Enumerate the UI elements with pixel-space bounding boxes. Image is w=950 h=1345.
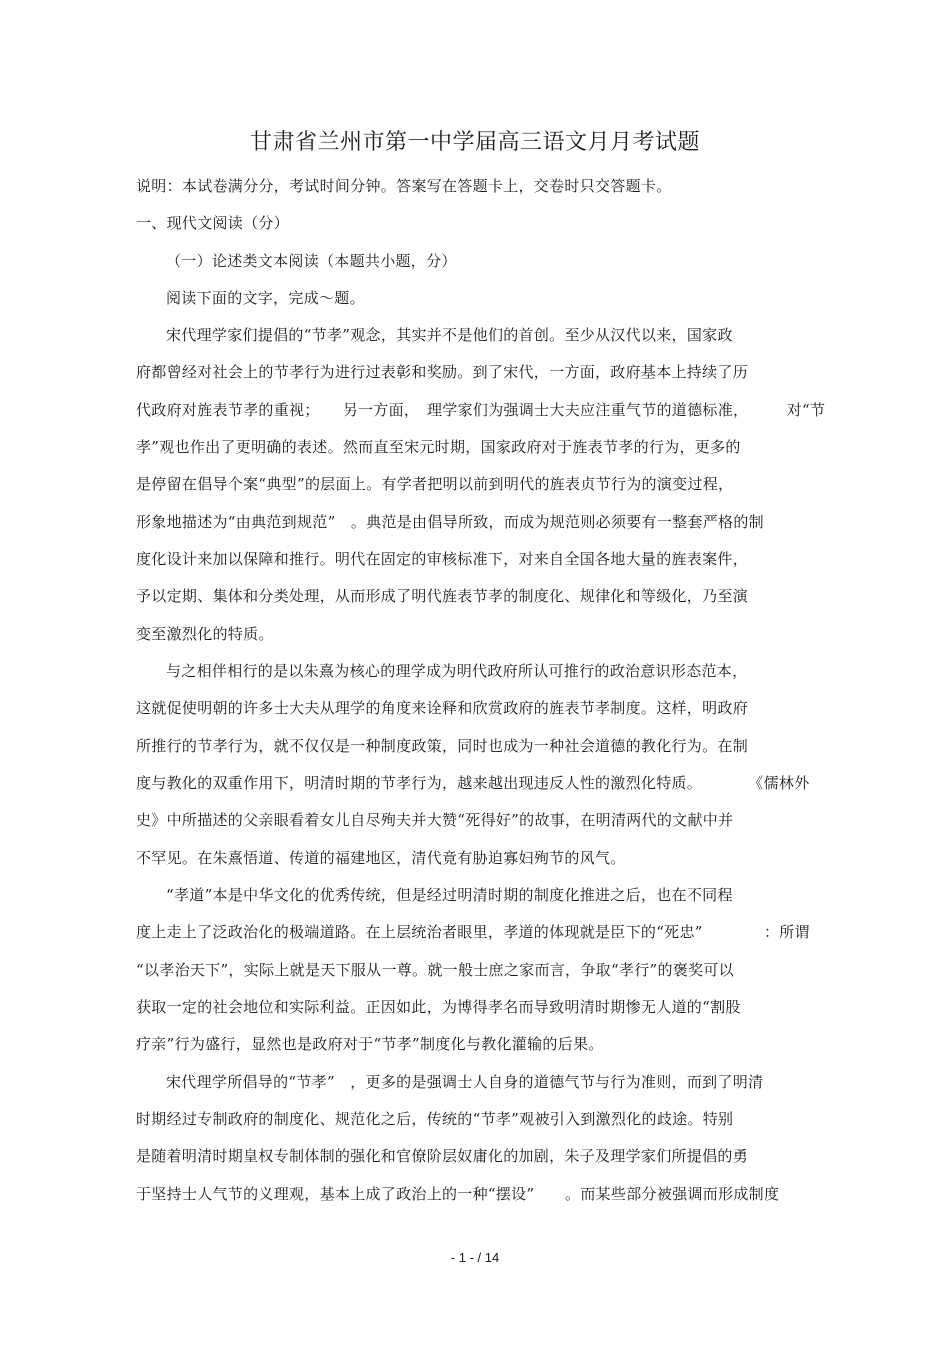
text-line: 宋代理学所倡导的“节孝” ，更多的是强调士人自身的道德气节与行为准则，而到了明清 (166, 1073, 764, 1091)
text-line: 度上走上了泛政治化的极端道路。在上层统治者眼里，孝道的体现就是臣下的“死忠” ：所谓 (136, 923, 810, 941)
exam-note: 说明：本试卷满分分，考试时间分钟。答案写在答题卡上，交卷时只交答题卡。 (136, 177, 672, 195)
text-line: 度与教化的双重作用下，明清时期的节孝行为，越来越出现违反人性的激烈化特质。 《儒林外 (136, 774, 810, 792)
text-line: 所推行的节孝行为，就不仅仅是一种制度政策，同时也成为一种社会道德的教化行为。在制 (136, 737, 749, 755)
text-line: 予以定期、集体和分类处理，从而形成了明代旌表节孝的制度化、规律化和等级化，乃至演 (136, 587, 749, 605)
text-line: 孝”观也作出了更明确的表述。然而直至宋元时期，国家政府对于旌表节孝的行为，更多的 (136, 438, 741, 456)
text-line: 宋代理学家们提倡的“节孝”观念，其实并不是他们的首创。至少从汉代以来，国家政 (166, 326, 733, 344)
text-line: 史》中所描述的父亲眼看着女儿自尽殉夫并大赞“死得好”的故事，在明清两代的文献中并 (136, 811, 734, 829)
text-line: 这就促使明朝的许多士大夫从理学的角度来诠释和欣赏政府的旌表节孝制度。这样，明政府 (136, 699, 749, 717)
text-line: 时期经过专制政府的制度化、规范化之后，传统的“节孝”观被引入到激烈化的歧途。特别 (136, 1110, 734, 1128)
text-line: 府都曾经对社会上的节孝行为进行过表彰和奖励。到了宋代，一方面，政府基本上持续了历 (136, 363, 749, 381)
text-line: 变至激烈化的特质。 (136, 625, 274, 643)
reading-instruction: 阅读下面的文字，完成～题。 (166, 289, 365, 307)
text-line: 度化设计来加以保障和推行。明代在固定的审核标准下，对来自全国各地大量的旌表案件， (136, 550, 749, 568)
text-line: 与之相伴相行的是以朱熹为核心的理学成为明代政府所认可推行的政治意识形态范本， (166, 662, 748, 680)
page-number: - 1 - / 14 (450, 1250, 500, 1265)
text-line: “孝道”本是中华文化的优秀传统，但是经过明清时期的制度化推进之后，也在不同程 (166, 886, 733, 904)
text-line: 疗亲”行为盛行，显然也是政府对于“节孝”制度化与教化灌输的后果。 (136, 1035, 604, 1053)
text-line: 代政府对旌表节孝的重视； 另一方面， 理学家们为强调士大夫应注重气节的道德标准， 对“节 (136, 401, 826, 419)
text-line: “以孝治天下”，实际上就是天下服从一尊。就一般士庶之家而言，争取“孝行”的褒奖可以 (136, 961, 734, 979)
subsection-heading: （一）论述类文本阅读（本题共小题，分） (166, 252, 457, 270)
section-heading: 一、现代文阅读（分） (136, 214, 290, 232)
text-line: 不罕见。在朱熹悟道、传道的福建地区，清代竟有胁迫寡妇殉节的风气。 (136, 849, 626, 867)
text-line: 形象地描述为“由典范到规范” 。典范是由倡导所致，而成为规范则必须要有一整套严格的制 (136, 513, 764, 531)
text-line: 获取一定的社会地位和实际利益。正因如此，为博得孝名而导致明清时期惨无人道的“割股 (136, 998, 741, 1016)
document-title: 甘肃省兰州市第一中学届高三语文月月考试题 (249, 130, 700, 155)
text-line: 是随着明清时期皇权专制体制的强化和官僚阶层奴庸化的加剧，朱子及理学家们所提倡的勇 (136, 1147, 749, 1165)
text-line: 于坚持士人气节的义理观，基本上成了政治上的一种“摆设” 。而某些部分被强调而形成制度 (136, 1185, 780, 1203)
text-line: 是停留在倡导个案“典型”的层面上。有学者把明以前到明代的旌表贞节行为的演变过程， (136, 475, 734, 493)
